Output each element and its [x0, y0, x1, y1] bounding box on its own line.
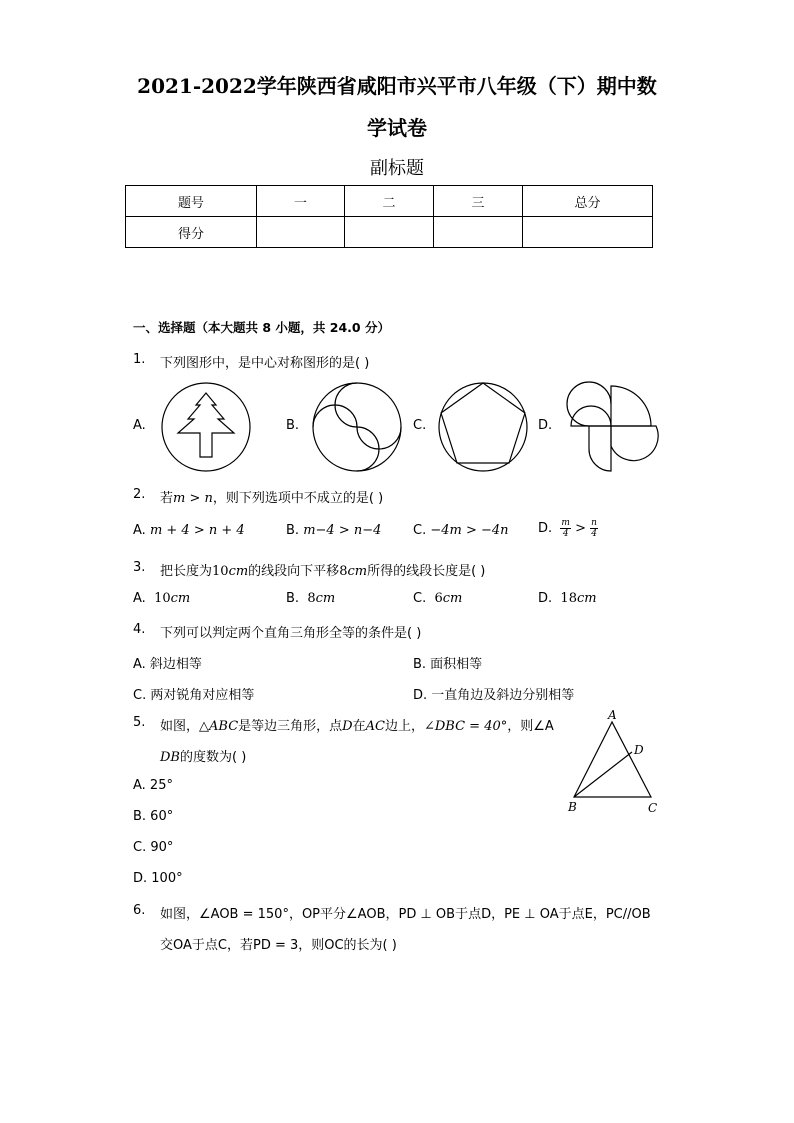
- stem-text: 如图，: [160, 719, 200, 734]
- denominator: 4: [562, 529, 569, 539]
- page-title-line1: 2021-2022学年陕西省咸阳市兴平市八年级（下）期中数: [137, 74, 657, 98]
- score-input-cell[interactable]: [345, 217, 434, 248]
- yin-yang-figure: [311, 381, 403, 473]
- math-expr: △ABC: [199, 719, 239, 734]
- option-a: [133, 523, 245, 538]
- option-c: C. 两对锐角对应相等: [133, 688, 255, 703]
- page-subtitle: 副标题: [370, 158, 424, 179]
- option-b: B. 面积相等: [413, 657, 483, 672]
- math-unit: cm: [442, 591, 463, 606]
- question-text: 下列可以判定两个直角三角形全等的条件是( ): [160, 626, 422, 641]
- score-input-cell[interactable]: [434, 217, 523, 248]
- pinwheel-figure: [564, 381, 658, 473]
- numerator: n: [591, 518, 597, 528]
- denominator: 4: [591, 529, 597, 539]
- score-cell: 三: [434, 186, 523, 217]
- option-d: D. 一直角边及斜边分别相等: [413, 688, 575, 703]
- stem-text: 若: [160, 491, 174, 506]
- question-text: [160, 487, 383, 506]
- option-d: [538, 518, 598, 539]
- stem-text: 的线段向下平移: [248, 564, 340, 579]
- question-text: [160, 715, 554, 734]
- score-cell: 得分: [126, 217, 257, 248]
- math-expr: −4m > −4n: [430, 523, 509, 538]
- tree-figure: [160, 381, 252, 473]
- option-c: C. 90°: [133, 840, 174, 855]
- score-cell: 题号: [126, 186, 257, 217]
- option-c: [413, 523, 509, 538]
- option-label: D.: [538, 418, 553, 433]
- math-expr: D: [342, 719, 353, 734]
- option-label: C.: [413, 523, 427, 538]
- math-expr: AC: [365, 719, 385, 734]
- math-value: 18: [560, 591, 577, 606]
- stem-text: 是等边三角形，点: [238, 719, 343, 734]
- option-label: A.: [133, 523, 146, 538]
- math-expr: ∠DBC = 40°: [423, 719, 508, 734]
- math-value: 10: [154, 591, 171, 606]
- pentagon-in-circle-figure: [436, 381, 530, 473]
- stem-text: ，则下列选项中不成立的是( ): [212, 491, 384, 506]
- option-label: B.: [286, 591, 300, 606]
- score-table-header-row: [126, 186, 653, 217]
- question-text: [160, 560, 485, 579]
- option-label: D.: [538, 591, 553, 606]
- score-cell: 总分: [523, 186, 653, 217]
- fraction: [590, 518, 598, 539]
- label-c: C: [648, 801, 658, 815]
- fraction: [560, 518, 571, 539]
- label-b: B: [568, 800, 577, 814]
- math-expr: >: [575, 521, 587, 536]
- option-label: C.: [413, 418, 427, 433]
- math-value: 10: [212, 564, 229, 579]
- stem-text: 把长度为: [160, 564, 213, 579]
- math-expr: m−4 > n−4: [303, 523, 382, 538]
- triangle-abc: [574, 722, 651, 797]
- option-b: [286, 591, 335, 606]
- question-number: 6.: [133, 903, 146, 918]
- question-text: 下列图形中，是中心对称图形的是( ): [160, 356, 370, 371]
- triangle-abc-figure: [560, 706, 670, 818]
- question-text: 如图，∠AOB = 150°，OP平分∠AOB，PD ⊥ OB于点D，PE ⊥ OA于点E，PC//OB: [160, 907, 651, 922]
- stem-text: 的度数为( ): [179, 750, 247, 765]
- option-d: D. 100°: [133, 871, 183, 886]
- option-b: B. 60°: [133, 809, 174, 824]
- question-text-cont: [160, 746, 246, 765]
- question-number: 3.: [133, 560, 146, 575]
- option-label: D.: [538, 521, 553, 536]
- segment-bd: [574, 752, 632, 797]
- math-expr: DB: [160, 750, 180, 765]
- question-number: 1.: [133, 352, 146, 367]
- math-expr: m > n: [173, 491, 213, 506]
- option-a: A. 25°: [133, 778, 173, 793]
- label-a: A: [608, 708, 617, 722]
- option-label: B.: [286, 418, 300, 433]
- option-a: [133, 591, 190, 606]
- math-value: 8: [339, 564, 348, 579]
- stem-text: 所得的线段长度是( ): [367, 564, 486, 579]
- option-label: B.: [286, 523, 300, 538]
- option-label: C.: [413, 591, 427, 606]
- option-c: [413, 591, 462, 606]
- score-table-score-row: [126, 217, 653, 248]
- score-table: [125, 185, 653, 248]
- section-heading: 一、选择题（本大题共 8 小题，共 24.0 分）: [133, 320, 390, 335]
- option-label: A.: [133, 591, 146, 606]
- math-unit: cm: [170, 591, 191, 606]
- question-text-cont: 交OA于点C，若PD = 3，则OC的长为( ): [160, 938, 397, 953]
- question-number: 5.: [133, 715, 146, 730]
- score-cell: 二: [345, 186, 434, 217]
- question-number: 2.: [133, 487, 146, 502]
- score-cell: 一: [257, 186, 345, 217]
- option-label: A.: [133, 418, 146, 433]
- math-unit: cm: [347, 564, 368, 579]
- question-number: 4.: [133, 622, 146, 637]
- math-unit: cm: [576, 591, 597, 606]
- stem-text: 在: [352, 719, 366, 734]
- option-b: [286, 523, 381, 538]
- option-a: A. 斜边相等: [133, 657, 202, 672]
- math-unit: cm: [228, 564, 249, 579]
- math-unit: cm: [315, 591, 336, 606]
- score-input-cell[interactable]: [523, 217, 653, 248]
- math-value: 6: [434, 591, 443, 606]
- numerator: m: [561, 518, 570, 528]
- math-value: 8: [307, 591, 316, 606]
- math-expr: m + 4 > n + 4: [149, 523, 245, 538]
- stem-text: 边上，: [384, 719, 424, 734]
- stem-text: ，则∠A: [507, 719, 554, 734]
- label-d: D: [634, 743, 644, 757]
- score-input-cell[interactable]: [257, 217, 345, 248]
- option-d: [538, 591, 597, 606]
- page-title-line2: 学试卷: [367, 116, 427, 140]
